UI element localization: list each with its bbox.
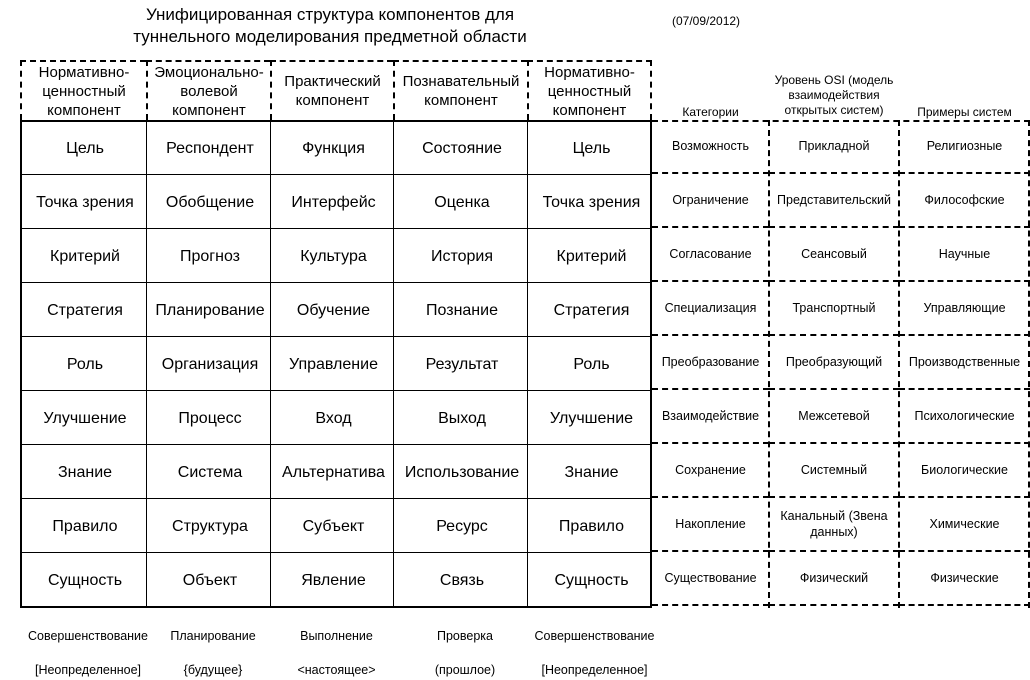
- table-cell: Критерий: [556, 248, 627, 265]
- table-cell: Интерфейс: [291, 194, 376, 211]
- footer-tense: {будущее}: [183, 663, 243, 677]
- table-cell: Функция: [302, 140, 365, 157]
- footer-label: Проверка: [437, 629, 493, 643]
- table-cell: Стратегия: [553, 302, 630, 319]
- footer-label: Совершенствование: [28, 629, 148, 643]
- document-title: [80, 4, 580, 48]
- category-cell: Психологические: [899, 390, 1030, 444]
- category-cell: Научные: [899, 228, 1030, 282]
- table-cell: Цель: [572, 140, 611, 157]
- category-cell: Транспортный: [769, 282, 899, 336]
- column-header: Эмоционально-волевой компонент: [146, 60, 270, 120]
- category-cell: Прикладной: [769, 120, 899, 174]
- table-cell: Правило: [558, 518, 625, 535]
- right-column-header: Категории: [682, 105, 739, 119]
- footer-tense: <настоящее>: [297, 663, 376, 677]
- table-cell: Точка зрения: [36, 194, 134, 211]
- right-column-header: Уровень OSI (модель взаимодействия открытых систем): [774, 73, 894, 117]
- category-cell: Химические: [899, 498, 1030, 552]
- table-cell: Роль: [573, 356, 610, 373]
- category-cell: Физический: [769, 552, 899, 606]
- title-line-2: туннельного моделирования предметной области: [133, 27, 527, 46]
- category-cell: Канальный (Звена данных): [769, 498, 899, 552]
- table-cell: Правило: [52, 518, 118, 535]
- table-cell: Оценка: [434, 194, 490, 211]
- table-cell: Вход: [315, 410, 352, 427]
- column-header: Нормативно-ценностный компонент: [527, 60, 652, 120]
- footer-label: Планирование: [170, 629, 256, 643]
- category-cell: Специализация: [652, 282, 769, 336]
- table-cell: Знание: [57, 464, 113, 481]
- category-cell: Согласование: [652, 228, 769, 282]
- category-cell: Управляющие: [899, 282, 1030, 336]
- category-cell: Преобразование: [652, 336, 769, 390]
- category-cell: Возможность: [652, 120, 769, 174]
- category-cell: Взаимодействие: [652, 390, 769, 444]
- footer-tense: [Неопределенное]: [541, 663, 648, 677]
- category-cell: Сеансовый: [769, 228, 899, 282]
- table-cell: Планирование: [155, 302, 265, 319]
- category-cell: Религиозные: [899, 120, 1030, 174]
- table-cell: Процесс: [178, 410, 242, 427]
- footer-label: Совершенствование: [534, 629, 655, 643]
- table-cell: Культура: [300, 248, 367, 265]
- table-cell: Альтернатива: [282, 464, 385, 481]
- column-header: Нормативно-ценностный компонент: [20, 60, 146, 120]
- table-cell: Ресурс: [436, 518, 488, 535]
- category-cell: Межсетевой: [769, 390, 899, 444]
- table-cell: Субъект: [302, 518, 365, 535]
- category-cell: Системный: [769, 444, 899, 498]
- title-line-1: Унифицированная структура компонентов для: [145, 5, 515, 24]
- category-cell: Физические: [899, 552, 1030, 606]
- footer-label: Выполнение: [300, 629, 373, 643]
- table-cell: Прогноз: [179, 248, 241, 265]
- table-cell: Состояние: [422, 140, 502, 157]
- category-cell: Биологические: [899, 444, 1030, 498]
- document-date: (07/09/2012): [672, 14, 741, 28]
- table-cell: Выход: [438, 410, 486, 427]
- footer-tense: [Неопределенное]: [34, 663, 142, 677]
- components-table: [20, 120, 652, 608]
- category-cell: Представительский: [769, 174, 899, 228]
- category-cell: Накопление: [652, 498, 769, 552]
- table-cell: Явление: [301, 572, 366, 589]
- table-cell: Обобщение: [165, 194, 255, 211]
- table-cell: Респондент: [166, 140, 254, 157]
- category-cell: Ограничение: [652, 174, 769, 228]
- table-cell: Познание: [426, 302, 498, 319]
- table-cell: Использование: [404, 464, 520, 481]
- category-cell: Производственные: [899, 336, 1030, 390]
- table-cell: Улучшение: [549, 410, 634, 427]
- category-cell: Сохранение: [652, 444, 769, 498]
- table-cell: Роль: [66, 356, 104, 373]
- table-cell: Знание: [564, 464, 619, 481]
- right-column-header: Примеры систем: [917, 105, 1012, 119]
- table-cell: История: [430, 248, 494, 265]
- table-cell: Стратегия: [47, 302, 123, 319]
- table-cell: Управление: [289, 356, 378, 373]
- table-cell: Связь: [439, 572, 485, 589]
- column-header: Практический компонент: [270, 60, 393, 120]
- table-cell: Организация: [161, 356, 259, 373]
- table-cell: Структура: [172, 518, 248, 535]
- table-cell: Обучение: [296, 302, 371, 319]
- footer-tense: (прошлое): [434, 663, 496, 677]
- table-cell: Система: [177, 464, 243, 481]
- table-cell: Цель: [66, 140, 104, 157]
- table-cell: Улучшение: [43, 410, 127, 427]
- category-cell: Философские: [899, 174, 1030, 228]
- table-cell: Результат: [425, 356, 499, 373]
- table-cell: Объект: [182, 572, 238, 589]
- table-cell: Сущность: [47, 572, 123, 589]
- table-cell: Точка зрения: [542, 194, 641, 211]
- category-cell: Преобразующий: [769, 336, 899, 390]
- column-header: Познавательный компонент: [393, 60, 527, 120]
- category-cell: Существование: [652, 552, 769, 606]
- table-cell: Критерий: [50, 248, 120, 265]
- table-cell: Сущность: [554, 572, 629, 589]
